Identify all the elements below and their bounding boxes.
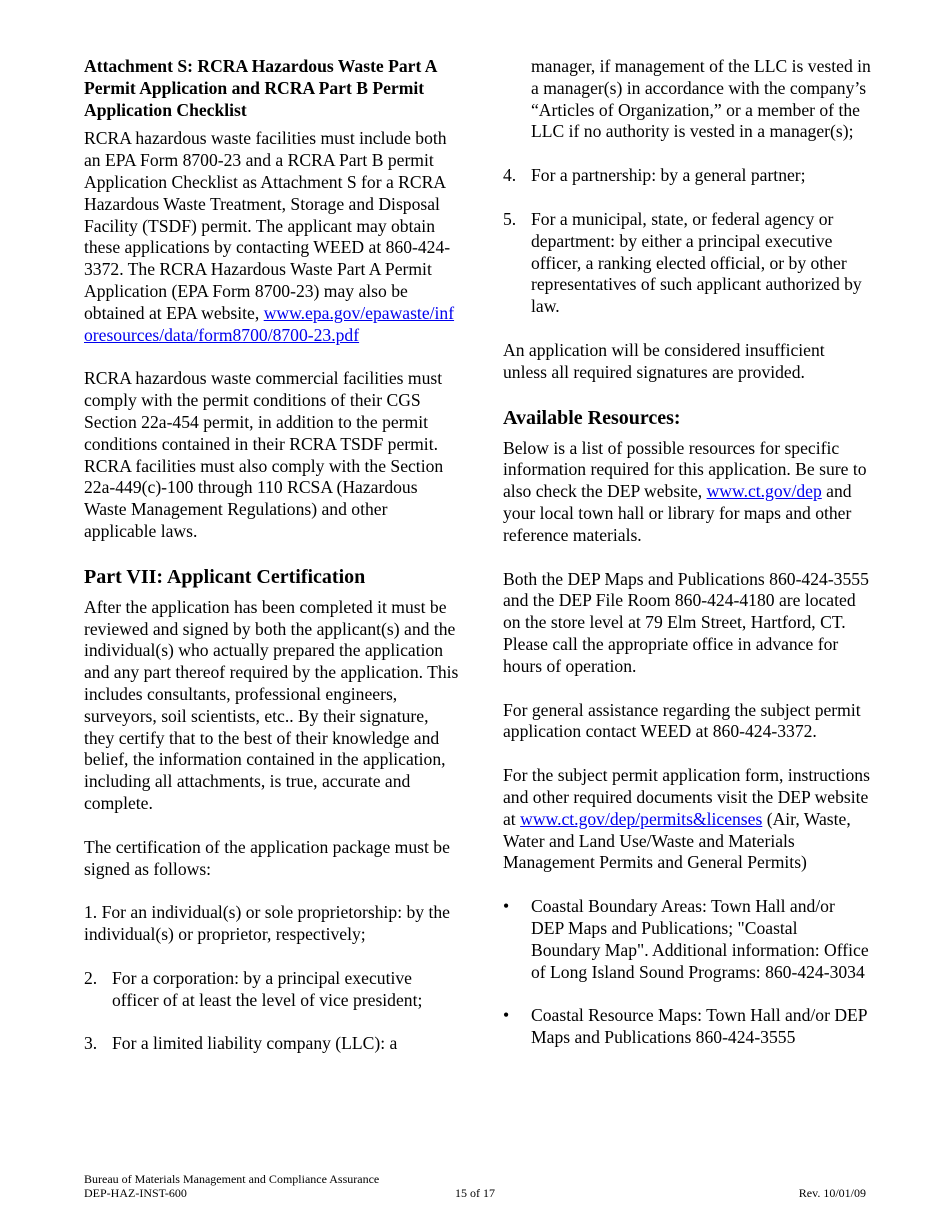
- epa-form-link[interactable]: www.epa.gov/epawaste/inforesources/data/form8700/8700-23.pdf: [84, 302, 455, 345]
- footer-page-number: 15 of 17: [455, 1186, 495, 1200]
- general-assistance-paragraph: For general assistance regarding the subject permit application contact WEED at 860-424-3372.: [503, 699, 861, 742]
- list-item-llc: [84, 1033, 459, 1055]
- part-vii-heading: Part VII: Applicant Certification: [84, 565, 366, 588]
- footer-revision: Rev. 10/01/09: [798, 1186, 866, 1200]
- rcra-compliance-paragraph: RCRA hazardous waste commercial facilities must comply with the permit conditions of their CGS Section 22a-454 permit, in addition to the permit conditions contained in their RCRA TSDF permit. RCRA facilities must also comply with the Section 22a-449(c)-100 through 110 RCSA (Hazardous Waste Management Regulations) and other applicable laws.: [84, 368, 444, 541]
- list-item-text: For a partnership: by a general partner;: [531, 165, 806, 186]
- list-item-individual: 1. For an individual(s) or sole proprietorship: by the individual(s) or proprietor, respectively;: [84, 902, 450, 945]
- permits-licenses-link[interactable]: www.ct.gov/dep/permits&licenses: [520, 808, 763, 829]
- footer-bureau: Bureau of Materials Management and Compliance Assurance: [84, 1172, 380, 1186]
- list-item-agency: [503, 209, 871, 318]
- list-item-partnership: [503, 165, 871, 187]
- list-number: 5.: [503, 208, 517, 229]
- attachment-s-paragraph: [84, 128, 459, 346]
- resources-text-a: Below is a list of possible resources for specific information required for this application. Be sure to also check the DEP website,: [503, 437, 867, 502]
- dep-website-link[interactable]: www.ct.gov/dep: [706, 481, 822, 502]
- list-number: 4.: [503, 165, 517, 186]
- bullet-text: Coastal Resource Maps: Town Hall and/or DEP Maps and Publications 860-424-3555: [531, 1005, 867, 1048]
- bullet-icon: •: [503, 896, 510, 917]
- signing-intro-paragraph: The certification of the application package must be signed as follows:: [84, 836, 450, 879]
- list-item-text: For a limited liability company (LLC): a: [112, 1033, 398, 1054]
- footer-doc-id: DEP-HAZ-INST-600: [84, 1186, 187, 1200]
- insufficient-paragraph: An application will be considered insufficient unless all required signatures are provided.: [503, 339, 825, 382]
- available-resources-heading: Available Resources:: [503, 406, 681, 429]
- footer-row-2: [84, 1186, 866, 1200]
- maps-publications-paragraph: Both the DEP Maps and Publications 860-424-3555 and the DEP File Room 860-424-4180 are located on the store level at 79 Elm Street, Hartford, CT. Please call the appropriate office in advance for hours of operation.: [503, 568, 869, 676]
- left-column: [84, 56, 459, 1077]
- bullet-coastal-resource: [503, 1005, 871, 1049]
- footer-row-1: [84, 1172, 866, 1186]
- attachment-s-text: RCRA hazardous waste facilities must include both an EPA Form 8700-23 and a RCRA Part B permit Application Checklist as Attachment S for a RCRA Hazardous Waste Treatment, Storage and Disposal Facility (TSDF) permit. The applicant may obtain these applications by contacting WEED at 860-424-3372. The RCRA Hazardous Waste Part A Permit Application (EPA Form 8700-23) may also be obtained at EPA website,: [84, 128, 451, 323]
- permit-forms-text-b: (Air, Waste, Water and Land Use/Waste and Materials Management Permits and General Permits): [503, 808, 851, 873]
- resources-text-b: and your local town hall or library for maps and other reference materials.: [503, 481, 852, 545]
- permit-forms-text-a: For the subject permit application form, instructions and other required documents visit the DEP website at: [503, 765, 870, 829]
- list-item-text: For a municipal, state, or federal agency or department: by either a principal executive officer, a ranking elected official, or by other representatives of such applicant authorized by law.: [531, 208, 862, 317]
- bullet-coastal-boundary: [503, 896, 871, 983]
- list-item-corporation: [84, 968, 459, 1012]
- bullet-text: Coastal Boundary Areas: Town Hall and/or DEP Maps and Publications; "Coastal Boundary Map". Additional information: Office of Long Island Sound Programs: 860-424-3034: [531, 896, 869, 982]
- attachment-s-heading: Attachment S: RCRA Hazardous Waste Part A Permit Application and RCRA Part B Permit Application Checklist: [84, 56, 437, 120]
- certification-paragraph: After the application has been completed it must be reviewed and signed by both the applicant(s) and the individual(s) who actually prepared the application and any part thereof required by the application. This includes consultants, professional engineers, surveyors, soil scientists, etc.. By their signature, they certify that to the best of their knowledge and belief, the information contained in the application, including all attachments, is true, accurate and complete.: [84, 596, 459, 813]
- list-item-text: For a corporation: by a principal executive officer of at least the level of vice president;: [112, 967, 423, 1010]
- list-item-llc-continued: manager, if management of the LLC is vested in a manager(s) in accordance with the company’s “Articles of Organization,” or a member of the LLC if no authority is vested in a manager(s);: [531, 56, 871, 142]
- page-footer: [84, 1172, 866, 1200]
- bullet-icon: •: [503, 1005, 510, 1026]
- right-column: [503, 56, 871, 1071]
- resources-paragraph: [503, 438, 871, 547]
- list-number: 3.: [84, 1033, 98, 1054]
- list-number: 2.: [84, 967, 98, 988]
- permit-forms-paragraph: [503, 765, 871, 874]
